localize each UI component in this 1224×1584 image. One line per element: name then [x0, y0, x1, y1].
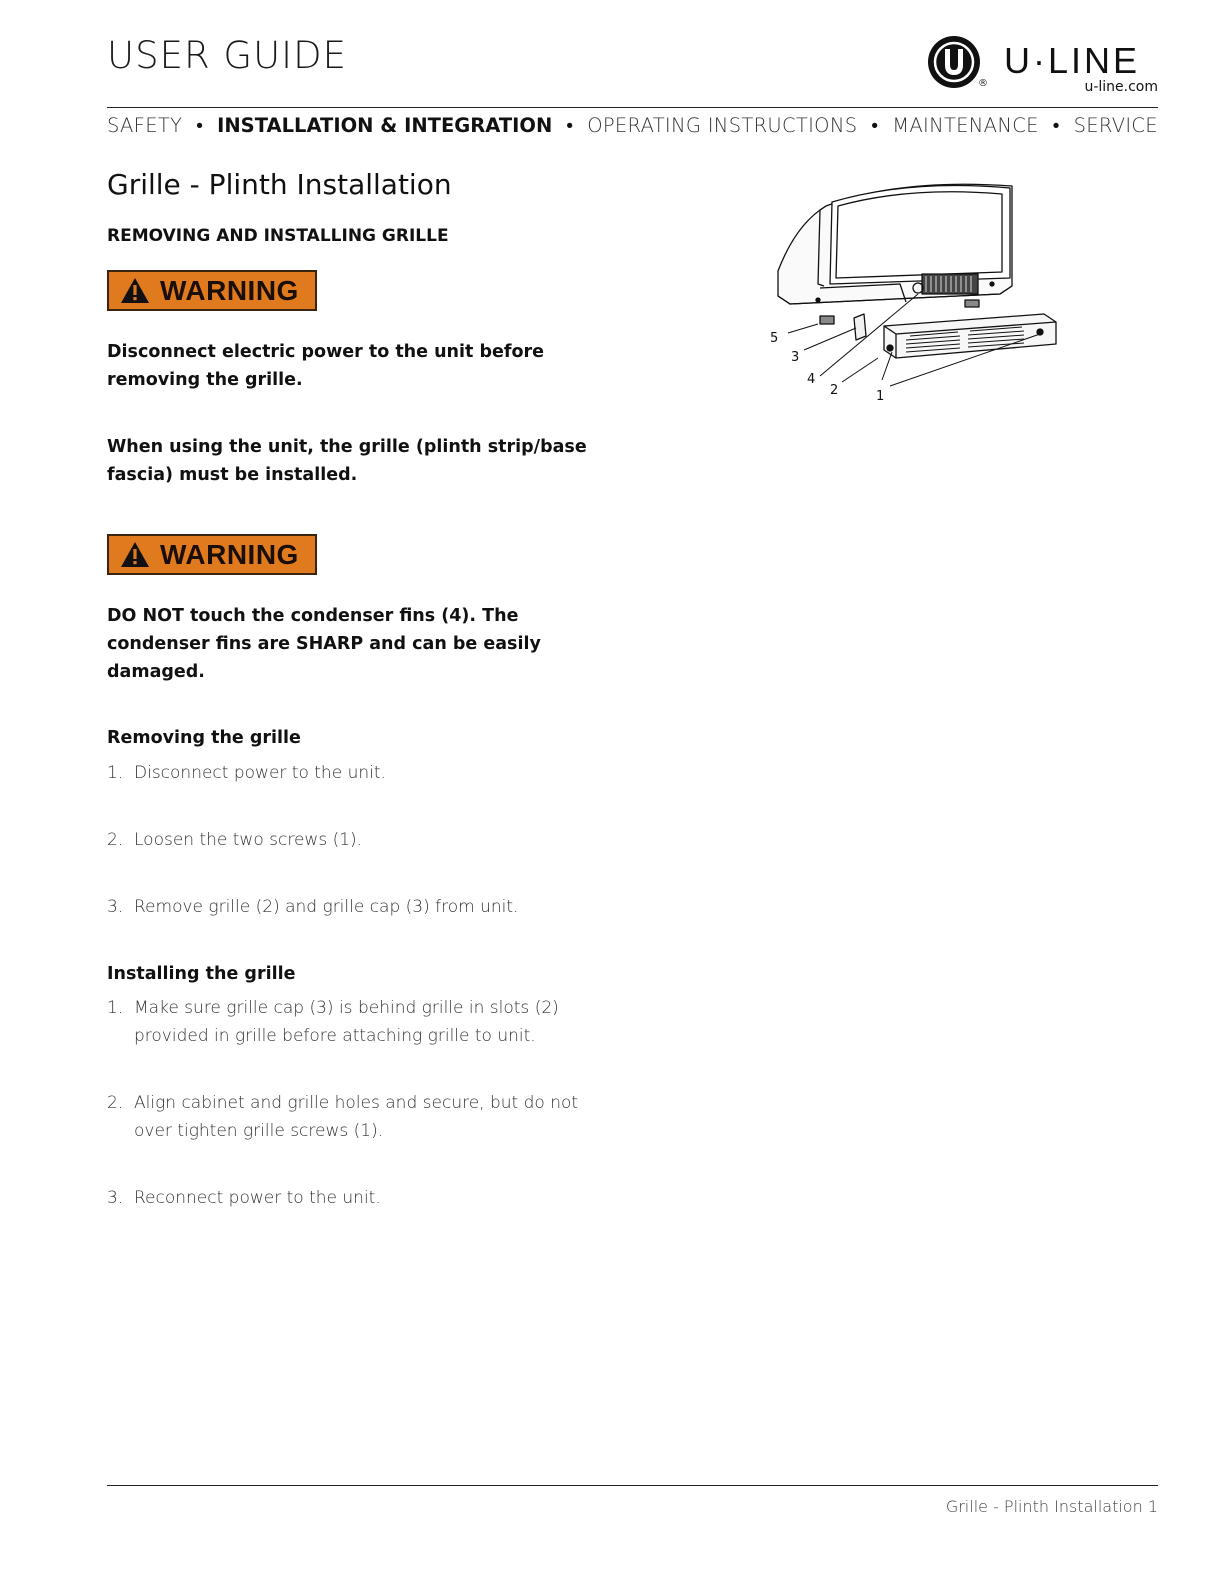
nav-separator: •	[871, 114, 879, 137]
grille-diagram	[760, 176, 1070, 411]
brand-wordmark: U·LINE	[1004, 40, 1141, 81]
nav-item-operating[interactable]: OPERATING INSTRUCTIONS	[587, 114, 858, 137]
nav-separator: •	[566, 114, 574, 137]
page-title: Grille - Plinth Installation	[107, 168, 452, 201]
nav-separator: •	[1052, 114, 1060, 137]
list-item: 3. Reconnect power to the unit.	[107, 1188, 381, 1208]
header-divider	[107, 107, 1158, 108]
document-title: USER GUIDE	[107, 34, 347, 77]
list-item: 1. Disconnect power to the unit.	[107, 763, 386, 783]
nav-separator: •	[196, 114, 204, 137]
nav-item-maintenance[interactable]: MAINTENANCE	[892, 114, 1039, 137]
warning-text: WARNING	[160, 538, 299, 570]
callout-label: 4	[807, 372, 816, 387]
website-link[interactable]: u-line.com	[1084, 79, 1158, 95]
nav-item-safety[interactable]: SAFETY	[107, 114, 183, 137]
list-item: 2. Align cabinet and grille holes and secure, but do not over tighten grille screws (1).	[107, 1093, 579, 1141]
callout-label: 3	[791, 350, 800, 365]
installing-heading: Installing the grille	[107, 964, 296, 984]
warning-triangle-icon	[120, 277, 150, 304]
warning-message: DO NOT touch the condenser fins (4). The condenser fins are SHARP and can be easily damaged.	[107, 606, 541, 682]
callout-label: 1	[876, 389, 885, 404]
brand-logo[interactable]	[926, 34, 1160, 96]
nav-item-service[interactable]: SERVICE	[1073, 114, 1158, 137]
note-message: When using the unit, the grille (plinth strip/base fascia) must be installed.	[107, 437, 587, 485]
warning-label	[107, 270, 317, 311]
section-nav	[107, 114, 1158, 138]
list-item: 1. Make sure grille cap (3) is behind grille in slots (2) provided in grille before attaching grille to unit.	[107, 998, 559, 1046]
warning-label	[107, 534, 317, 575]
warning-text: WARNING	[160, 274, 299, 306]
warning-message: Disconnect electric power to the unit before removing the grille.	[107, 342, 545, 390]
section-heading: REMOVING AND INSTALLING GRILLE	[107, 226, 449, 246]
footer-divider	[107, 1485, 1158, 1486]
removing-heading: Removing the grille	[107, 728, 301, 748]
page-footer: Grille - Plinth Installation 1	[945, 1497, 1158, 1516]
list-item: 2. Loosen the two screws (1).	[107, 830, 363, 850]
warning-triangle-icon	[120, 541, 150, 568]
uline-logo-icon	[926, 34, 982, 90]
list-item: 3. Remove grille (2) and grille cap (3) from unit.	[107, 897, 519, 917]
nav-item-installation[interactable]: INSTALLATION & INTEGRATION	[217, 114, 553, 137]
callout-label: 5	[770, 331, 779, 346]
callout-label: 2	[830, 383, 839, 398]
registered-mark: ®	[978, 78, 988, 89]
